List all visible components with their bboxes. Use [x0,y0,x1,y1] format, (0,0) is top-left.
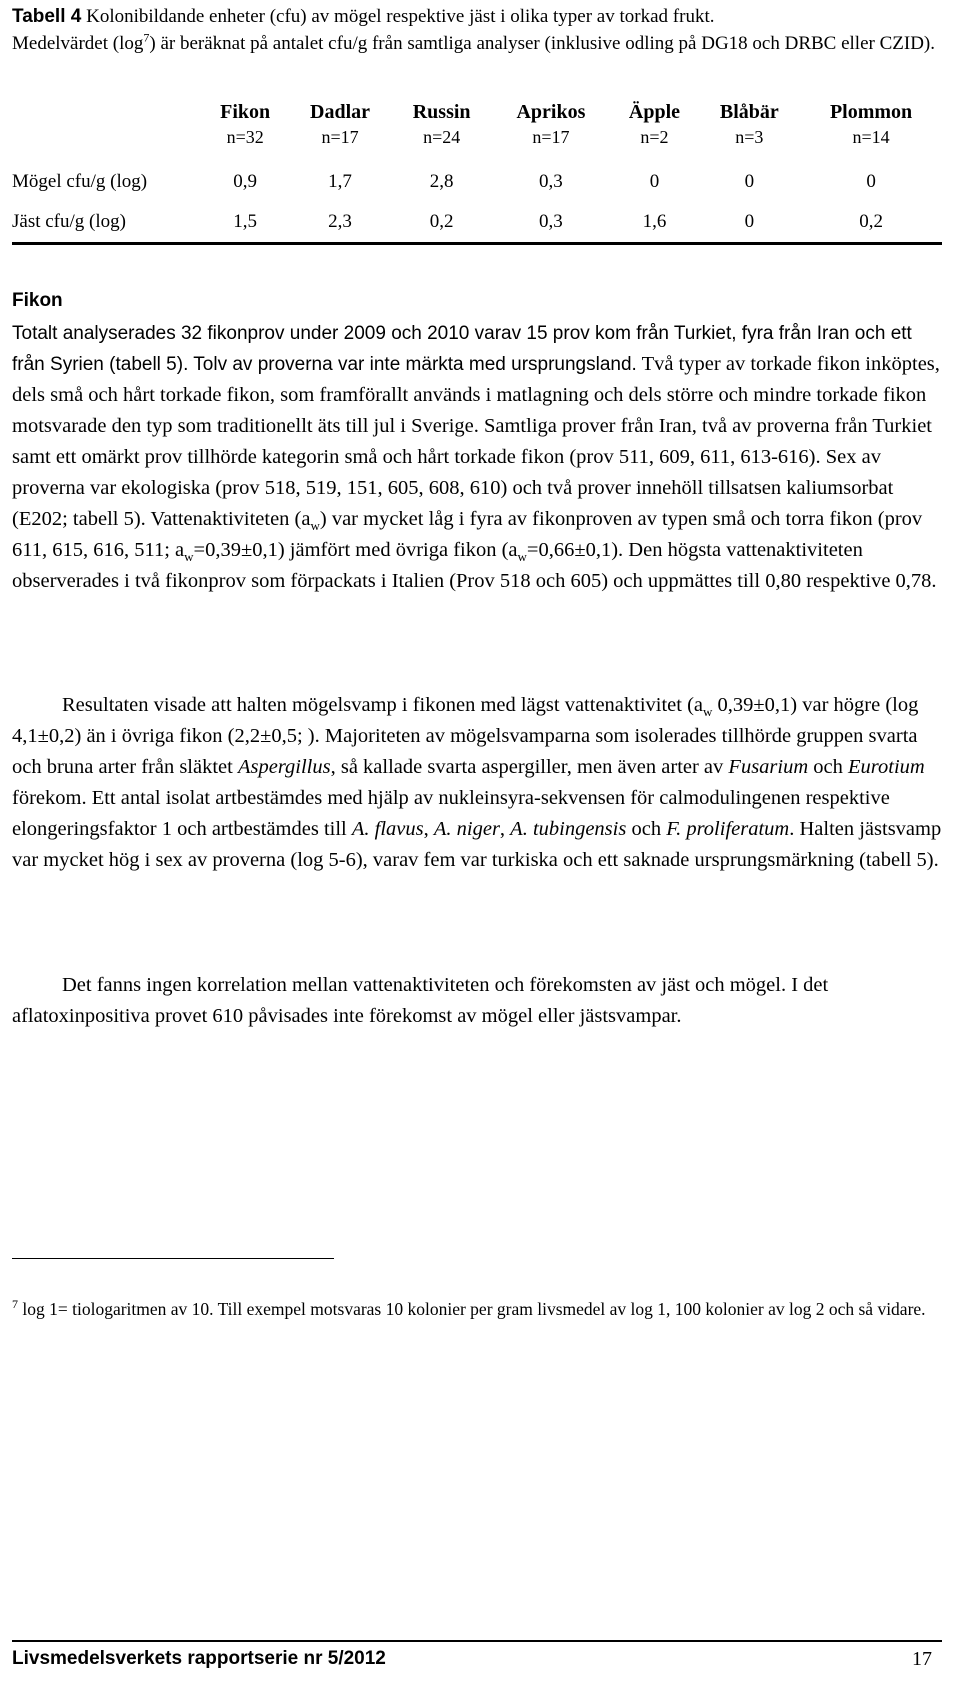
table-cell: 0 [649,171,660,192]
table-cell: 0,3 [539,211,563,232]
table-cell: 0,2 [859,211,883,232]
table-cell: 1,5 [233,211,258,232]
footnote-divider [12,1258,334,1259]
cfu-table [12,98,942,245]
table-cell: 0 [744,171,755,192]
table-caption-label: Tabell 4 [12,6,82,27]
table-cell: 1,6 [642,211,667,232]
table-cell: 0 [866,171,876,192]
table-cell: 1,7 [328,171,352,192]
table-cell: 0,2 [429,211,454,232]
footer-divider [12,1640,942,1642]
table-caption: Tabell 4 Kolonibildande enheter (cfu) av mögel respektive jäst i olika typer av torkad frukt. Medelvärdet $(\log^7)$ är beräknat på antalet cfu/g från samtliga analyser (inklusive odling på DG18 och DRBC eller CZID). [12,6,935,54]
table-row-mould [12,162,942,202]
column-header: Dadlar [310,101,371,123]
page-number: 17 [912,1648,932,1670]
column-header: Blåbär [719,101,779,123]
sample-count: n=3 [735,127,764,147]
section-heading: Fikon [12,290,63,311]
sample-count: n=32 [226,127,264,147]
table-cell: 2,3 [328,211,352,232]
column-header: Aprikos [516,101,586,123]
sans-intro-text: Totalt analyserades 32 fikonprov under 2009 och 2010 varav 15 prov kom från Turkiet, fyra från Iran och ett från Syrien (tabell 5). Tolv av proverna var inte märkta med ursprungsland. [12,323,912,375]
table-cell: 0 [744,211,755,232]
footnote-ref: 7 [143,30,150,45]
table-cell: 0,9 [233,171,258,192]
column-header: Plommon [829,101,913,123]
sample-count: n=17 [532,127,570,147]
row-label: Mögel cfu/g (log) [12,171,148,192]
column-header: Fikon [220,101,271,123]
footnote-marker: 7 [12,1297,18,1311]
sample-count: n=17 [321,127,359,147]
footnote: $^7$ log 1= tiologaritmen av 10. Till exempel motsvaras 10 kolonier per gram livsmedel av log 1, 100 kolonier av log 2 och så vidare. [12,1297,926,1319]
sample-count: n=14 [852,127,890,147]
footer-series-title: Livsmedelsverkets rapportserie nr 5/2012 [12,1648,386,1669]
column-header: Russin [412,101,471,123]
row-label: Jäst cfu/g (log) [12,211,126,232]
table-row-yeast [12,202,942,244]
body-paragraph-3: Det fanns ingen korrelation mellan vattenaktiviteten och förekomsten av jäst och mögel. I det aflatoxinpositiva provet 610 påvisades inte förekomst av mögel eller jästsvampar. [12,974,829,1027]
sample-count: n=2 [640,127,669,147]
table-cell: 2,8 [429,171,454,192]
sample-count: n=24 [423,127,461,147]
table-header-row [12,98,942,126]
column-header: Äpple [628,101,680,123]
table-cell: 0,3 [539,171,563,192]
table-sample-count-row [12,126,942,162]
body-paragraph-1: Totalt analyserades 32 fikonprov under 2009 och 2010 varav 15 prov kom från Turkiet, fyra från Iran och ett från Syrien (tabell 5). Tolv av proverna var inte märkta med ursprungsland. Två typer av torkade fikon inköptes, dels små och hårt torkade fikon, som framförallt används i matlagning och dels större och mindre torkade fikon motsvarade den typ som traditionellt äts till jul i Sverige. Samtliga prover från Iran, två av proverna från Turkiet samt ett omärkt prov tillhörde kategorin små och hårt torkade fikon (prov 511, 609, 611, 613-616). Sex av proverna var ekologiska (prov 518, 519, 151, 605, 608, 610) och två prover innehöll tillsatsen kaliumsorbat (E202; tabell 5). Vattenaktiviteten $(a_w)$ var mycket låg i fyra av fikonproven av typen små och torra fikon (prov 611, 615, 616, 511; $a_w=0,39\pm 0,1$) jämfört med övriga fikon $(a_w=0,66\pm 0,1)$. Den högsta vattenaktiviteten observerades i två fikonprov som förpackats i Italien (Prov 518 och 605) och uppmättes till 0,80 respektive 0,78. [12,323,940,592]
body-paragraph-2: Resultaten visade att halten mögelsvamp i fikonen med lägst vattenaktivitet ($a_w$ 0,39±0,1) var högre (log 4,1±0,2) än i övriga fikon (2,2±0,5; ). Majoriteten av mögelsvamparna som isolerades tillhörde gruppen svarta och bruna arter från släktet Aspergillus, så kallade svarta aspergiller, men även arter av Fusarium och Eurotium förekom. Ett antal isolat artbestämdes med hjälp av nukleinsyra-sekvensen för calmodulingenen respektive elongeringsfaktor 1 och artbestämdes till A. flavus, A. niger, A. tubingensis och F. proliferatum. Halten jästsvamp var mycket hög i sex av proverna (log 5-6), varav fem var turkiska och ett saknade ursprungsmärkning (tabell 5). [12,694,942,871]
